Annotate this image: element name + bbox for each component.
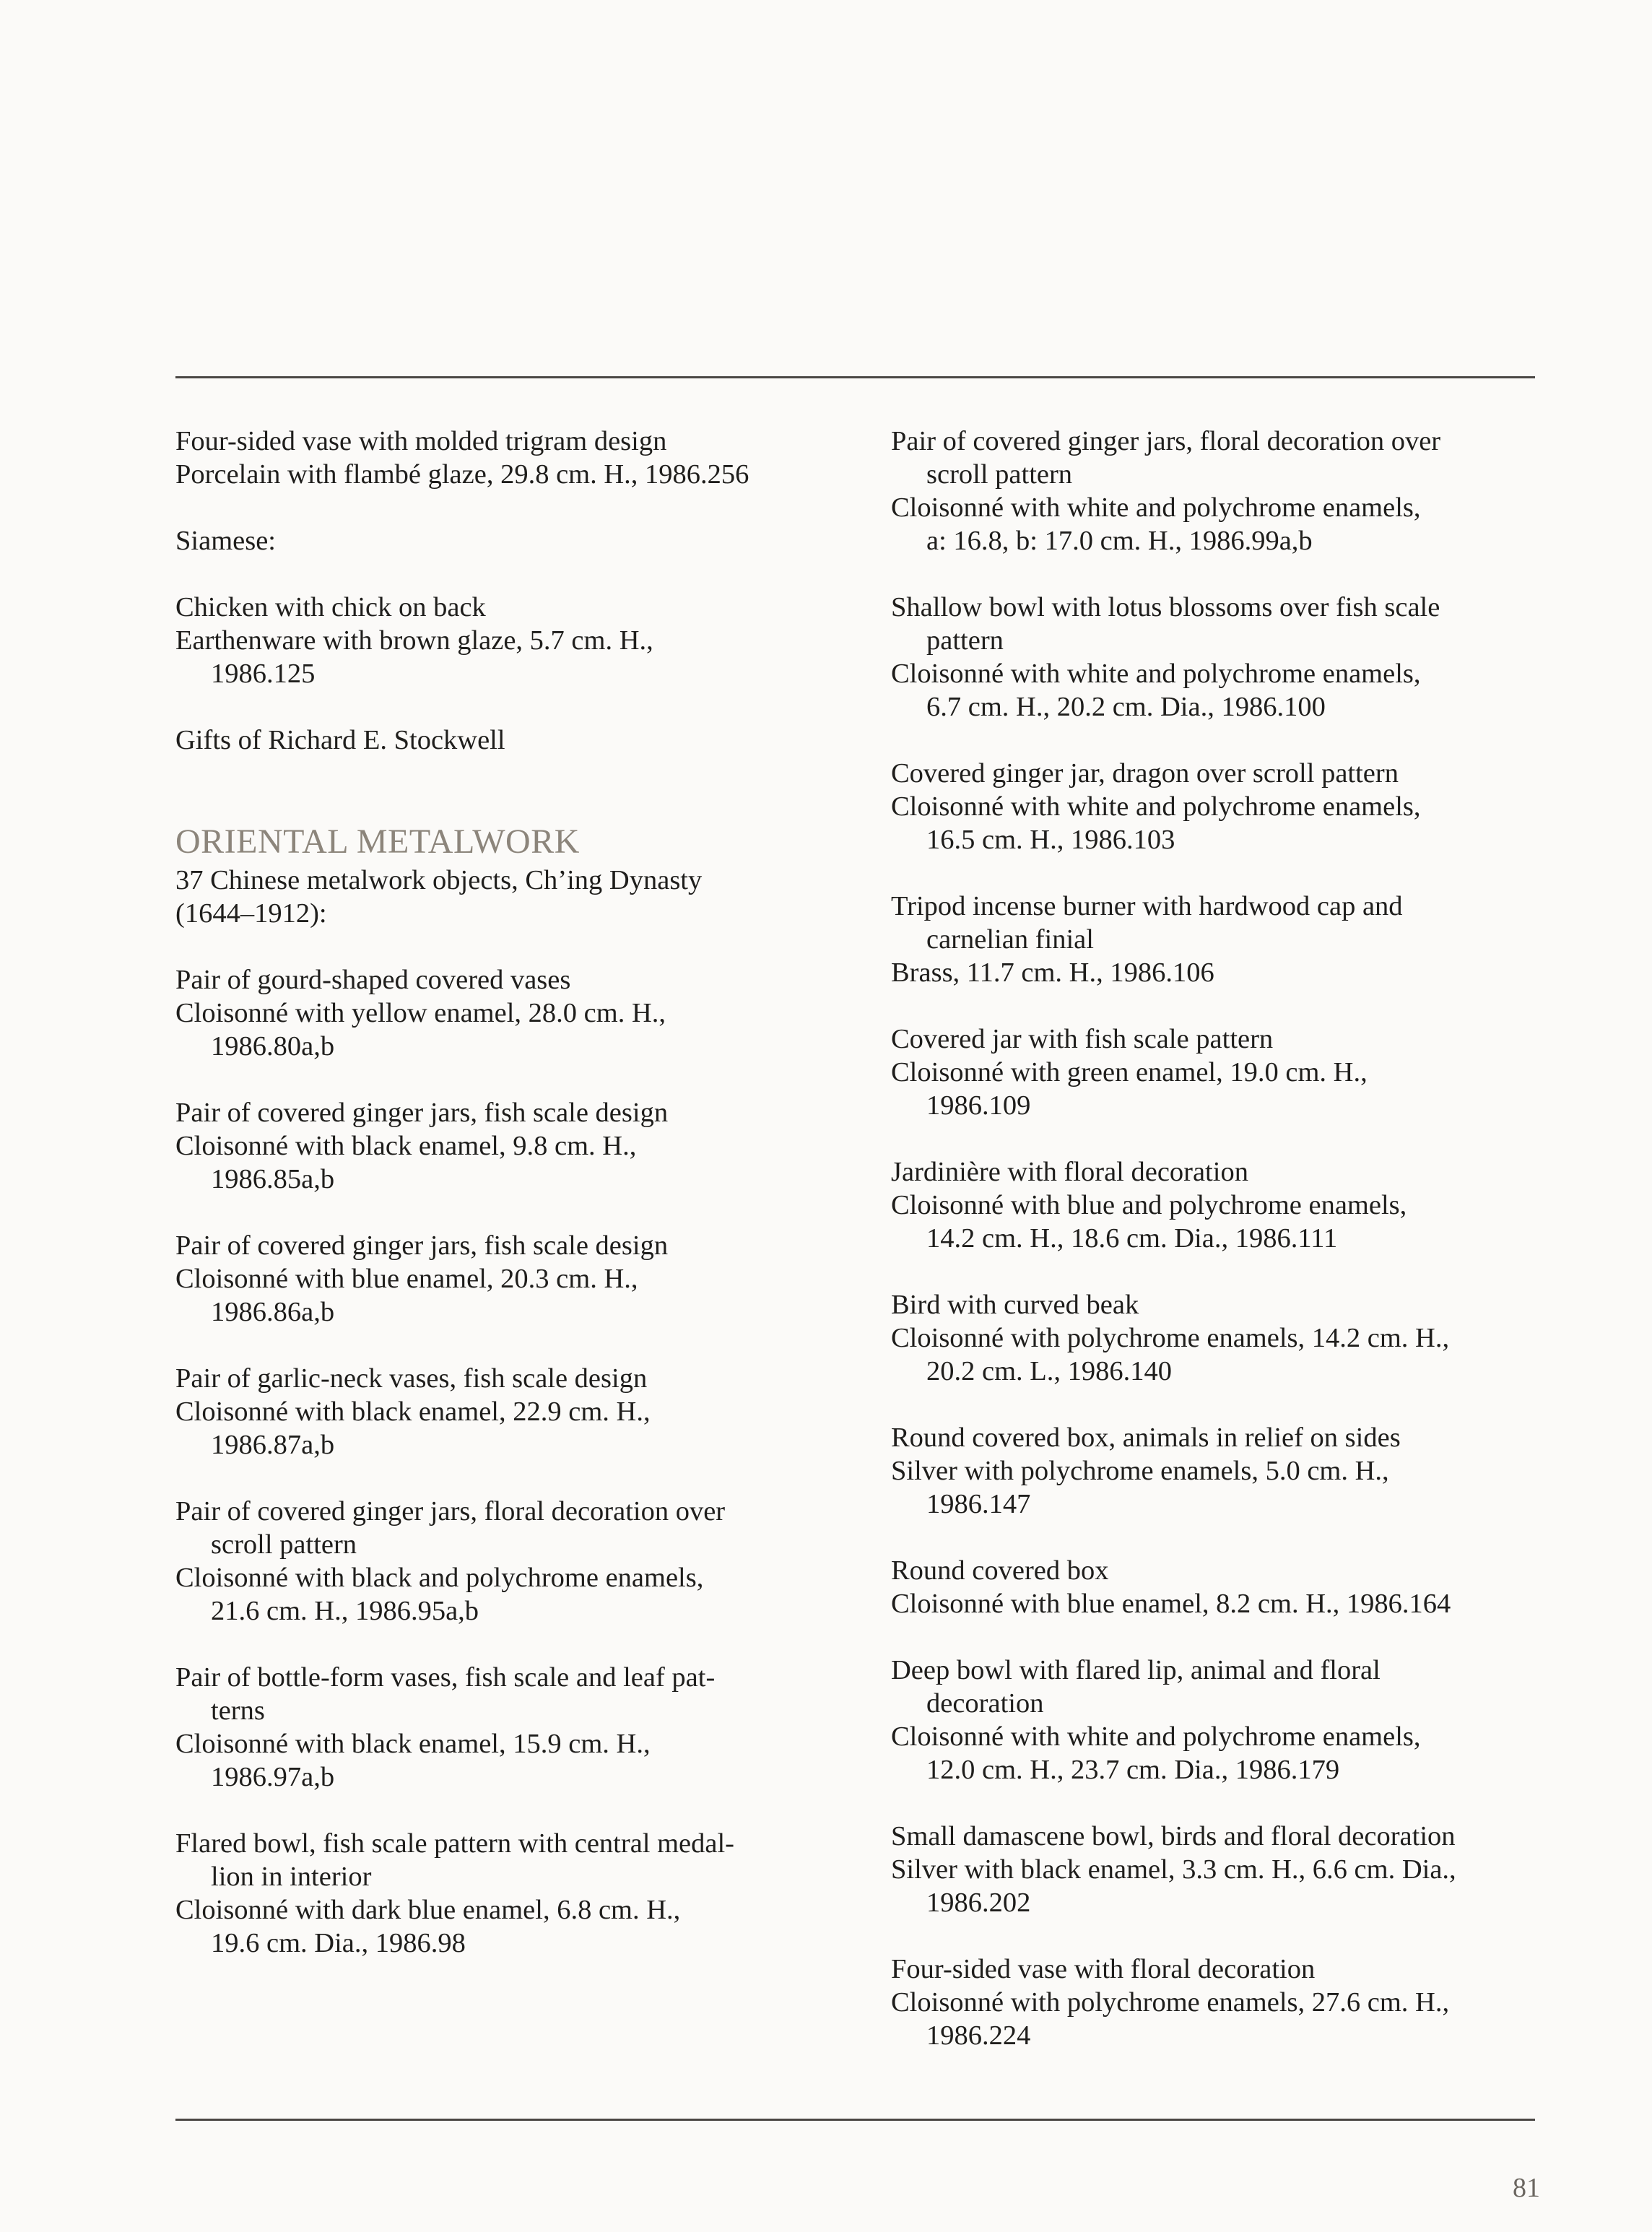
entry-line: Cloisonné with white and polychrome enamels, <box>891 659 1421 689</box>
entry-line: Siamese: <box>175 526 276 556</box>
entry-line: 37 Chinese metalwork objects, Ch’ing Dynasty <box>175 865 703 895</box>
entry-line: 1986.224 <box>926 2020 1031 2051</box>
catalog-entry <box>175 591 825 690</box>
entry-line: Shallow bowl with lotus blossoms over fish scale <box>891 592 1440 622</box>
catalog-entry <box>175 963 825 1063</box>
entry-line: Pair of covered ginger jars, fish scale design <box>175 1098 669 1128</box>
entry-line: 16.5 cm. H., 1986.103 <box>926 825 1175 855</box>
entry-line: terns <box>211 1695 265 1726</box>
catalog-entry <box>175 425 825 491</box>
entry-line: 1986.109 <box>926 1090 1031 1121</box>
entry-line: Cloisonné with black enamel, 9.8 cm. H., <box>175 1131 637 1161</box>
entry-line: scroll pattern <box>211 1529 357 1560</box>
entry-group-right <box>891 425 1541 2052</box>
page-number: 81 <box>1513 2173 1540 2203</box>
entry-line: Earthenware with brown glaze, 5.7 cm. H., <box>175 625 653 656</box>
entry-line: 1986.202 <box>926 1888 1031 1918</box>
entry-line: Cloisonné with white and polychrome enamels, <box>891 1721 1421 1752</box>
bottom-rule <box>175 2119 1535 2121</box>
entry-line: Cloisonné with blue enamel, 8.2 cm. H., 1986.164 <box>891 1589 1451 1619</box>
entry-line: lion in interior <box>211 1862 372 1892</box>
entry-line: 21.6 cm. H., 1986.95a,b <box>211 1596 479 1626</box>
entry-line: Cloisonné with polychrome enamels, 27.6 cm. H., <box>891 1987 1450 2018</box>
entry-line: Four-sided vase with floral decoration <box>891 1954 1316 1984</box>
entry-line: Cloisonné with white and polychrome enamels, <box>891 791 1421 822</box>
entry-line: scroll pattern <box>926 459 1073 490</box>
entry-line: Pair of covered ginger jars, fish scale design <box>175 1230 669 1261</box>
entry-line: Cloisonné with black enamel, 22.9 cm. H., <box>175 1397 651 1427</box>
catalog-entry <box>891 1288 1541 1388</box>
entry-line: Round covered box, animals in relief on sides <box>891 1423 1401 1453</box>
entry-line: Tripod incense burner with hardwood cap and <box>891 891 1403 921</box>
entry-line: Jardinière with floral decoration <box>891 1157 1248 1187</box>
entry-line: Cloisonné with white and polychrome enamels, <box>891 492 1421 523</box>
catalog-entry <box>175 1229 825 1329</box>
catalog-entry <box>175 1661 825 1794</box>
catalog-entry <box>175 524 825 557</box>
section-heading: ORIENTAL METALWORK <box>175 822 580 861</box>
entry-group-after <box>175 963 825 1960</box>
entry-line: Cloisonné with blue and polychrome enamels, <box>891 1190 1407 1220</box>
catalog-entry <box>175 1827 825 1960</box>
entry-line: 1986.85a,b <box>211 1164 335 1194</box>
entry-line: a: 16.8, b: 17.0 cm. H., 1986.99a,b <box>926 526 1313 556</box>
entry-line: pattern <box>926 625 1004 656</box>
gift-credit-entry <box>175 724 825 757</box>
entry-line: Four-sided vase with molded trigram design <box>175 426 667 456</box>
catalog-entry <box>891 757 1541 856</box>
catalog-entry <box>891 425 1541 557</box>
entry-line: Chicken with chick on back <box>175 592 486 622</box>
entry-line: Deep bowl with flared lip, animal and floral <box>891 1655 1381 1685</box>
entry-line: Cloisonné with polychrome enamels, 14.2 cm. H., <box>891 1323 1450 1353</box>
entry-line: Cloisonné with dark blue enamel, 6.8 cm. H., <box>175 1895 681 1925</box>
entry-line: Silver with black enamel, 3.3 cm. H., 6.6 cm. Dia., <box>891 1854 1456 1885</box>
entry-line: Small damascene bowl, birds and floral decoration <box>891 1821 1456 1851</box>
catalog-entry <box>891 1022 1541 1122</box>
section-intro <box>175 864 825 930</box>
catalog-entry <box>891 1654 1541 1786</box>
entry-line: carnelian finial <box>926 924 1094 955</box>
catalog-entry <box>175 1096 825 1196</box>
catalog-entry <box>891 1554 1541 1620</box>
entry-line: Cloisonné with black enamel, 15.9 cm. H., <box>175 1729 651 1759</box>
entry-line: 1986.80a,b <box>211 1031 335 1061</box>
entry-line: Cloisonné with black and polychrome enamels, <box>175 1563 704 1593</box>
entry-line: Pair of covered ginger jars, floral decoration over <box>891 426 1441 456</box>
right-column <box>891 425 1541 2085</box>
entry-line: Covered ginger jar, dragon over scroll pattern <box>891 758 1399 789</box>
entry-line: 1986.147 <box>926 1489 1031 1519</box>
entry-line: 14.2 cm. H., 18.6 cm. Dia., 1986.111 <box>926 1223 1338 1254</box>
catalog-entry <box>891 1421 1541 1521</box>
entry-line: Cloisonné with green enamel, 19.0 cm. H., <box>891 1057 1368 1087</box>
entry-line: 12.0 cm. H., 23.7 cm. Dia., 1986.179 <box>926 1755 1340 1785</box>
catalog-entry <box>175 1362 825 1462</box>
entry-line: Covered jar with fish scale pattern <box>891 1024 1274 1054</box>
top-rule <box>175 376 1535 378</box>
catalog-entry <box>891 1155 1541 1255</box>
entry-line: 1986.97a,b <box>211 1762 335 1792</box>
entry-line: decoration <box>926 1688 1044 1719</box>
entry-line: Pair of covered ginger jars, floral decoration over <box>175 1496 726 1527</box>
catalog-entry <box>891 1953 1541 2052</box>
entry-group-before <box>175 425 825 557</box>
entry-line: Porcelain with flambé glaze, 29.8 cm. H., 1986.256 <box>175 459 749 490</box>
catalog-entry <box>891 1820 1541 1919</box>
entry-line: Pair of gourd-shaped covered vases <box>175 965 571 995</box>
entry-line: Bird with curved beak <box>891 1290 1139 1320</box>
entry-line: (1644–1912): <box>175 898 327 929</box>
catalog-entry <box>891 591 1541 724</box>
entry-line: Pair of bottle-form vases, fish scale and leaf pat- <box>175 1662 716 1693</box>
entry-line: 19.6 cm. Dia., 1986.98 <box>211 1928 466 1958</box>
entry-line: Cloisonné with blue enamel, 20.3 cm. H., <box>175 1264 638 1294</box>
entry-line: Cloisonné with yellow enamel, 28.0 cm. H., <box>175 998 666 1028</box>
entry-line: 20.2 cm. L., 1986.140 <box>926 1356 1173 1386</box>
entry-line: Round covered box <box>891 1555 1109 1586</box>
entry-line: Silver with polychrome enamels, 5.0 cm. H., <box>891 1456 1389 1486</box>
entry-line: Brass, 11.7 cm. H., 1986.106 <box>891 957 1214 988</box>
entry-line: 1986.86a,b <box>211 1297 335 1327</box>
entry-line: Flared bowl, fish scale pattern with central medal- <box>175 1828 735 1859</box>
entry-line: 1986.87a,b <box>211 1430 335 1460</box>
catalog-entry <box>175 1495 825 1628</box>
catalog-entry <box>891 890 1541 989</box>
gift-credit: Gifts of Richard E. Stockwell <box>175 725 505 755</box>
entry-line: 1986.125 <box>211 659 316 689</box>
left-column <box>175 425 825 1993</box>
entry-line: Pair of garlic-neck vases, fish scale design <box>175 1363 648 1394</box>
entry-line: 6.7 cm. H., 20.2 cm. Dia., 1986.100 <box>926 692 1326 722</box>
